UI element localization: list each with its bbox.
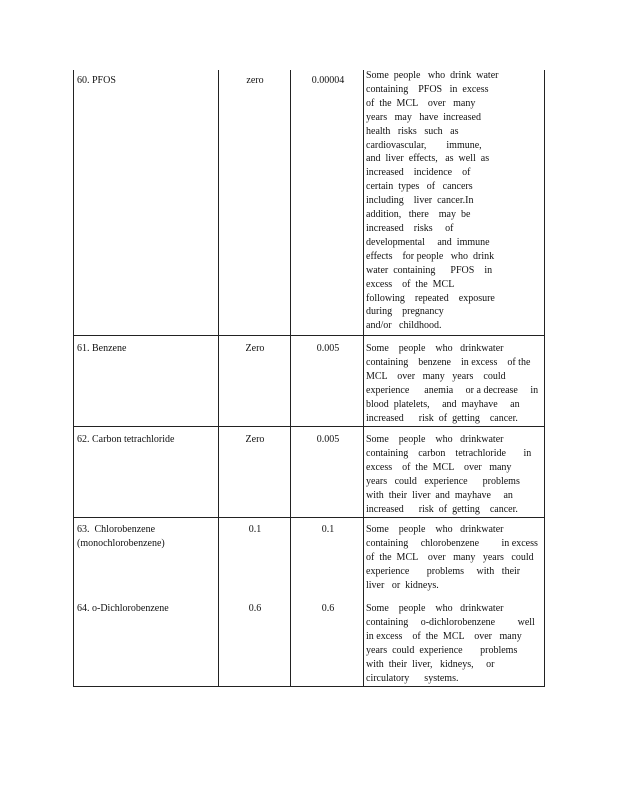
effects-line: in excess of the MCL over many — [366, 630, 522, 642]
contaminant-name — [77, 523, 217, 551]
effects-line: containing PFOS in excess — [366, 83, 489, 95]
column-divider — [290, 70, 291, 686]
row-divider — [74, 335, 544, 336]
contaminant-name: 61. Benzene — [77, 343, 127, 354]
health-effects-text — [366, 433, 542, 516]
effects-line: years could experience problems — [366, 475, 520, 487]
contaminant-name: 64. o-Dichlorobenzene — [77, 603, 169, 614]
name-line: 63. Chlorobenzene — [77, 524, 156, 535]
effects-line: and liver effects, as well as — [366, 153, 490, 165]
effects-line: Some people who drink water — [366, 70, 499, 81]
health-effects-text — [366, 69, 542, 333]
mcl-value: 0.005 — [316, 343, 340, 354]
effects-line: increased risk of getting cancer. — [366, 503, 518, 515]
effects-line: excess of the MCL over many — [366, 461, 512, 473]
effects-line: water containing PFOS in — [366, 264, 493, 276]
effects-line: and/or childhood. — [366, 320, 442, 332]
effects-line: effects for people who drink — [366, 250, 495, 262]
mclg-value: 0.1 — [248, 524, 262, 535]
effects-line: containing benzene in excess of the — [366, 356, 531, 368]
mclg-value: zero — [246, 75, 264, 86]
health-effects-text — [366, 523, 542, 593]
effects-line: experience anemia or a decrease in — [366, 384, 539, 396]
effects-line: increased incidence of — [366, 167, 471, 179]
effects-line: containing carbon tetrachloride in — [366, 447, 532, 459]
name-line: (monochlorobenzene) — [77, 537, 165, 549]
health-effects-text — [366, 342, 542, 425]
effects-line: Some people who drinkwater — [366, 343, 504, 354]
effects-line: during pregnancy — [366, 306, 444, 318]
mcl-value: 0.005 — [316, 434, 340, 445]
mcl-value: 0.00004 — [311, 75, 345, 86]
effects-line: blood platelets, and mayhave an — [366, 398, 520, 410]
effects-line: increased risks of — [366, 222, 454, 234]
health-effects-text — [366, 602, 542, 685]
contaminant-name: 60. PFOS — [77, 75, 116, 86]
effects-line: certain types of cancers — [366, 181, 473, 193]
effects-line: containing o-dichlorobenzene well — [366, 616, 535, 628]
effects-line: Some people who drinkwater — [366, 434, 504, 445]
effects-line: containing chlorobenzene in excess — [366, 537, 538, 549]
column-divider — [218, 70, 219, 686]
effects-line: MCL over many years could — [366, 370, 506, 382]
effects-line: increased risk of getting cancer. — [366, 412, 518, 424]
mcl-value: 0.1 — [321, 524, 335, 535]
contaminant-name: 62. Carbon tetrachloride — [77, 434, 175, 445]
mclg-value: 0.6 — [248, 603, 262, 614]
effects-line: excess of the MCL — [366, 278, 455, 290]
contaminant-table — [73, 70, 545, 687]
effects-line: with their liver, kidneys, or — [366, 658, 495, 670]
effects-line: circulatory systems. — [366, 672, 459, 684]
effects-line: years could experience problems — [366, 644, 518, 656]
effects-line: cardiovascular, immune, — [366, 139, 482, 151]
effects-line: Some people who drinkwater — [366, 603, 504, 614]
effects-line: addition, there may be — [366, 209, 471, 221]
mclg-value: Zero — [245, 434, 265, 445]
effects-line: health risks such as — [366, 125, 459, 137]
column-divider — [363, 70, 364, 686]
effects-line: following repeated exposure — [366, 292, 495, 304]
effects-line: developmental and immune — [366, 236, 490, 248]
effects-line: of the MCL over many — [366, 97, 476, 109]
effects-line: of the MCL over many years could — [366, 551, 534, 563]
effects-line: including liver cancer.In — [366, 195, 474, 207]
row-divider — [74, 517, 544, 518]
effects-line: Some people who drinkwater — [366, 524, 504, 535]
effects-line: years may have increased — [366, 111, 481, 123]
effects-line: liver or kidneys. — [366, 579, 439, 591]
effects-line: experience problems with their — [366, 565, 521, 577]
mcl-value: 0.6 — [321, 603, 335, 614]
effects-line: with their liver and mayhave an — [366, 489, 513, 501]
mclg-value: Zero — [245, 343, 265, 354]
row-divider — [74, 426, 544, 427]
